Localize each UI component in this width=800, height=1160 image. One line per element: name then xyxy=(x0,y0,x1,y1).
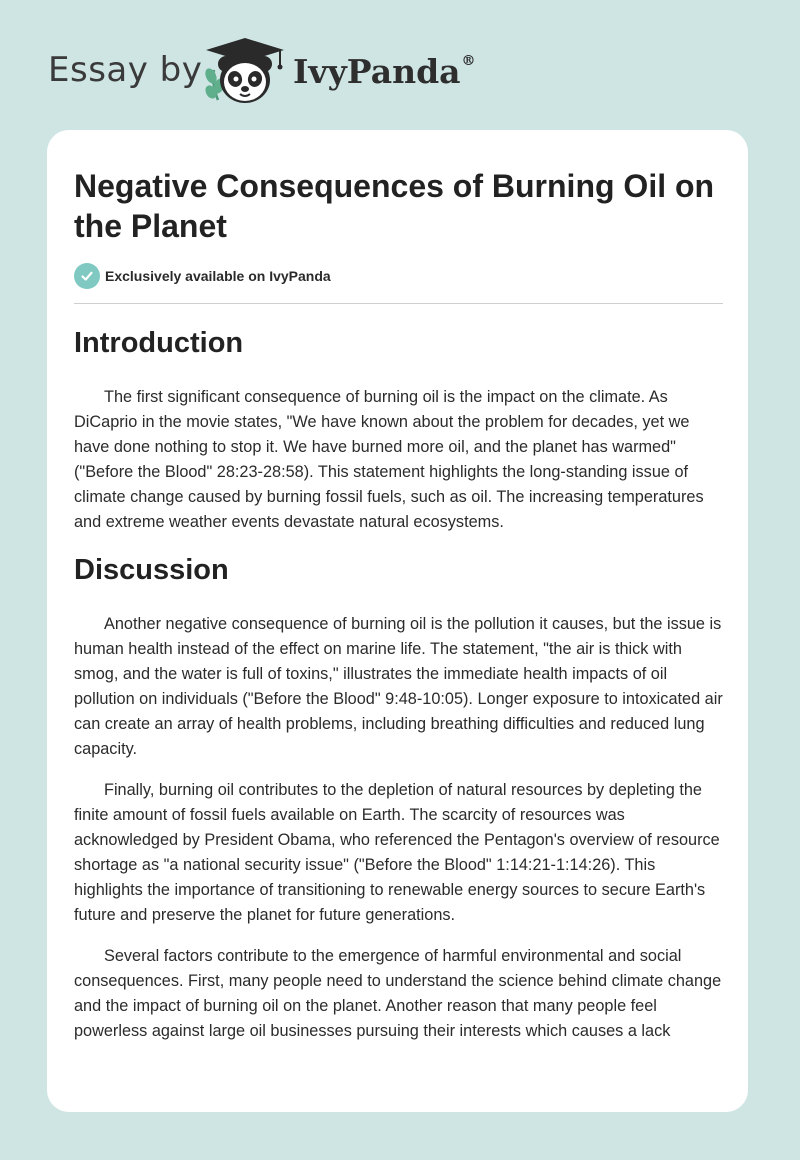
paragraph: Another negative consequence of burning oil is the pollution it causes, but the issue is human health instead of the effect on marine life. The statement, "the air is thick with smog, and the water is full of toxins," illustrates the immediate health impacts of oil pollution on individuals ("Before the Blood" 9:48-10:05). Longer exposure to intoxicated air can create an array of health problems, including breathing difficulties and reduced lung capacity. xyxy=(74,615,723,758)
paragraph: The first significant consequence of burning oil is the impact on the climate. As DiCaprio in the movie states, "We have known about the problem for decades, yet we have done nothing to stop it. We have burned more oil, and the planet has warmed" ("Before the Blood" 28:23-28:58). This statement highlights the long-standing issue of climate change caused by burning fossil fuels, such as oil. The increasing temperatures and extreme weather events devastate natural ecosystems. xyxy=(74,388,704,531)
brand-name: IvyPanda xyxy=(293,52,461,91)
essay-by-label: Essay by xyxy=(48,50,203,90)
panda-graduate-icon[interactable] xyxy=(200,36,292,108)
registered-mark: ® xyxy=(461,53,476,69)
section-heading-introduction: Introduction xyxy=(74,327,244,359)
site-header xyxy=(0,0,800,130)
essay-card xyxy=(47,130,748,1112)
brand-logo-text[interactable] xyxy=(293,52,476,91)
exclusive-badge-text: Exclusively available on IvyPanda xyxy=(105,268,331,284)
title-divider xyxy=(74,303,723,304)
page-title: Negative Consequences of Burning Oil on the Planet xyxy=(74,168,715,244)
paragraph: Several factors contribute to the emergence of harmful environmental and social consequences. First, many people need to understand the science behind climate change and the impact of burning oil on the planet. Another reason that many people feel powerless against large oil businesses pursuing their interests which causes a lack xyxy=(74,947,722,1040)
check-circle-icon xyxy=(74,263,100,289)
paragraph: Finally, burning oil contributes to the depletion of natural resources by depleting the finite amount of fossil fuels available on Earth. The scarcity of resources was acknowledged by President Obama, who referenced the Pentagon's overview of resource shortage as "a national security issue" ("Before the Blood" 1:14:21-1:14:26). This highlights the importance of transitioning to renewable energy sources to secure Earth's future and preserve the planet for future generations. xyxy=(74,781,720,924)
section-heading-discussion: Discussion xyxy=(74,554,229,586)
exclusive-badge xyxy=(74,263,331,289)
